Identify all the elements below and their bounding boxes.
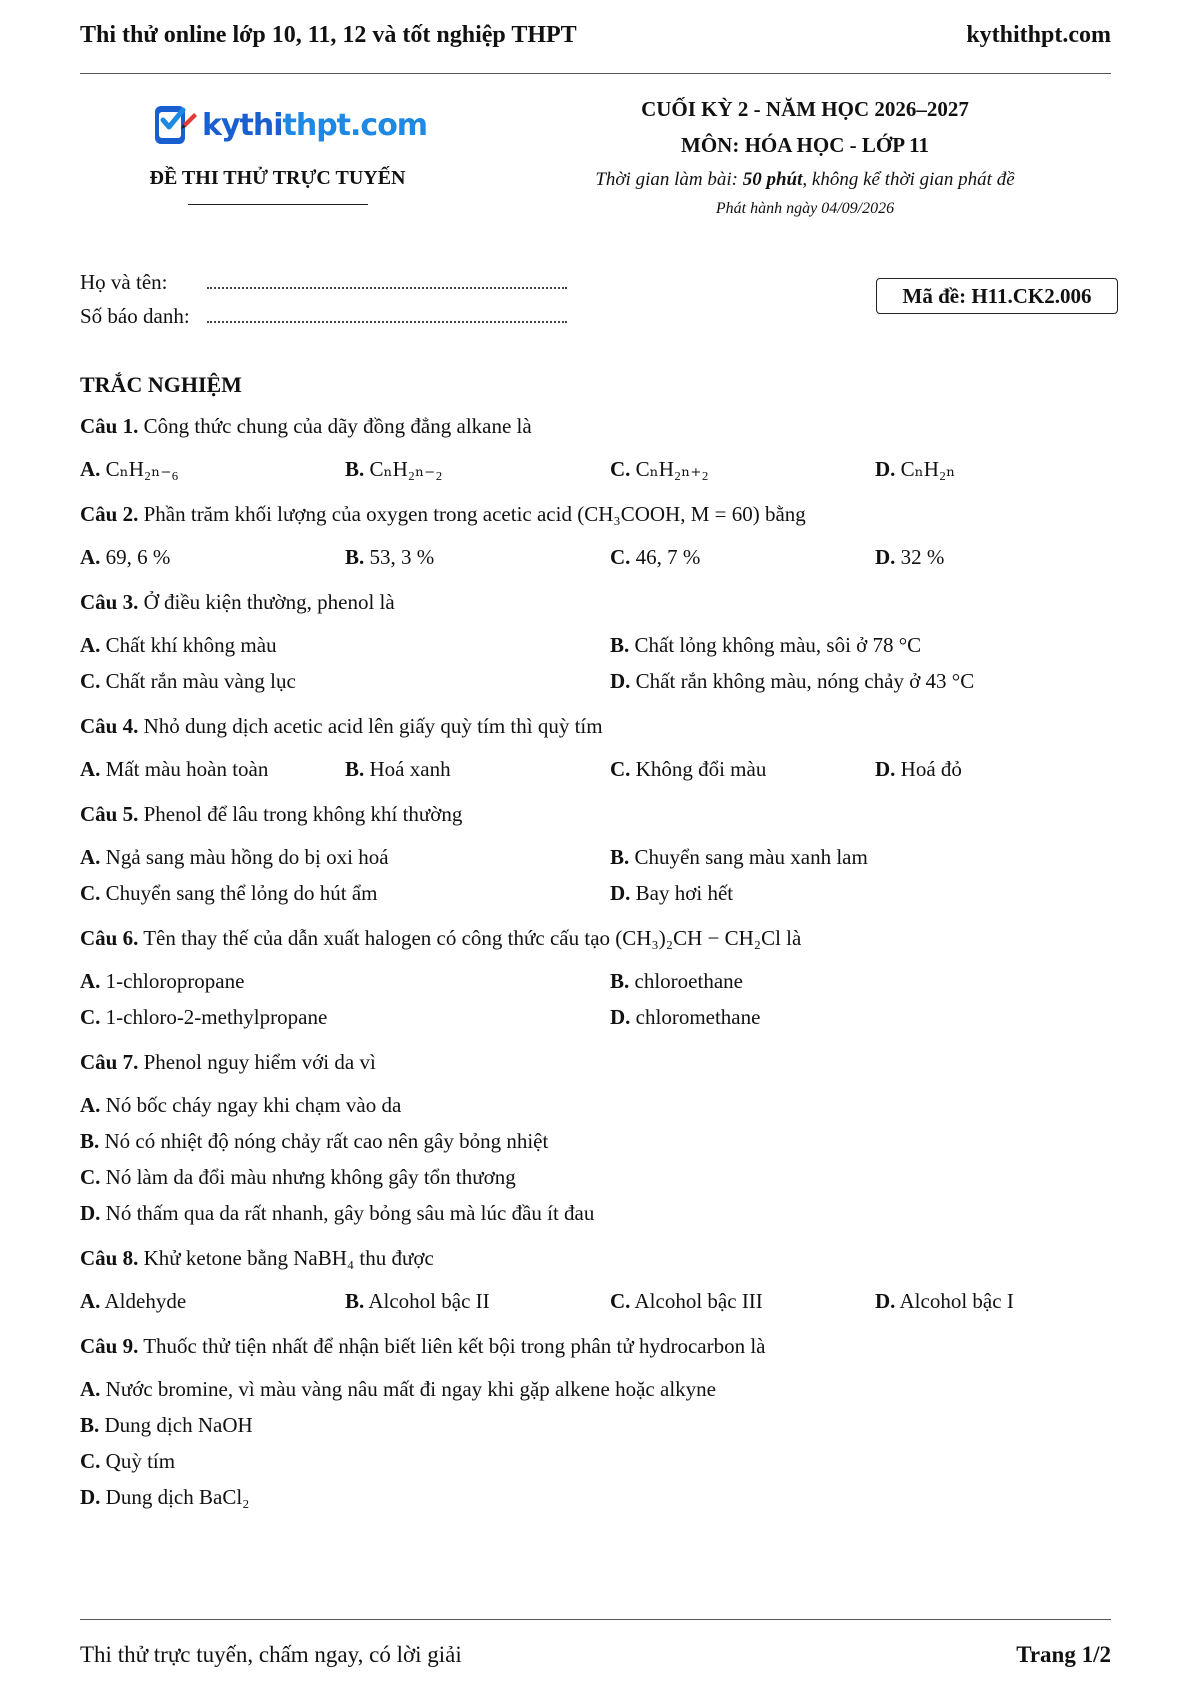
logo-suffix: thpt.com: [282, 107, 428, 143]
option-letter: D.: [80, 1485, 101, 1509]
option-d[interactable]: [875, 1286, 1120, 1317]
option-letter: A.: [80, 457, 101, 481]
option-letter: B.: [345, 1289, 365, 1313]
option-text: Mất màu hoàn toàn: [105, 757, 269, 781]
option-b[interactable]: [345, 454, 610, 485]
option-letter: C.: [610, 545, 631, 569]
option-text: CₙH₂ₙ₊₂: [635, 457, 709, 481]
option-text: chloromethane: [635, 1005, 761, 1029]
option-text: Chuyển sang màu xanh lam: [634, 845, 868, 869]
option-letter: D.: [875, 757, 896, 781]
option-text: Nó làm da đổi màu nhưng không gây tổn thương: [105, 1165, 516, 1189]
option-c[interactable]: [80, 666, 610, 697]
option-text: Dung dịch BaCl₂: [105, 1485, 250, 1509]
question-text: Ở điều kiện thường, phenol là: [143, 590, 395, 614]
option-b[interactable]: [80, 1410, 1120, 1441]
option-letter: D.: [875, 545, 896, 569]
option-letter: D.: [610, 1005, 631, 1029]
option-a[interactable]: [80, 842, 610, 873]
question-7: [80, 1047, 1120, 1077]
option-b[interactable]: [610, 842, 1120, 873]
exam-duration: [555, 169, 1055, 191]
option-text: Chuyển sang thể lỏng do hút ẩm: [105, 881, 378, 905]
options-8: [80, 1286, 1120, 1317]
option-letter: B.: [345, 545, 365, 569]
option-letter: A.: [80, 1377, 101, 1401]
duration-suffix: , không kể thời gian phát đề: [802, 169, 1015, 190]
duration-value: 50 phút: [742, 169, 803, 190]
option-text: 69, 6 %: [105, 545, 171, 569]
option-c[interactable]: [610, 754, 875, 785]
options-5: [80, 842, 1120, 909]
option-text: 1-chloro-2-methylpropane: [105, 1005, 328, 1029]
option-text: Nó thấm qua da rất nhanh, gây bỏng sâu mà lúc đầu ít đau: [105, 1201, 595, 1225]
option-c[interactable]: [80, 1002, 610, 1033]
option-text: Không đổi màu: [635, 757, 767, 781]
option-a[interactable]: [80, 630, 610, 661]
option-a[interactable]: [80, 966, 610, 997]
option-a[interactable]: [80, 754, 345, 785]
options-1: [80, 454, 1120, 485]
question-number: Câu 1.: [80, 414, 139, 438]
option-c[interactable]: [80, 1446, 1120, 1477]
option-text: chloroethane: [634, 969, 743, 993]
id-dotted-line[interactable]: [207, 307, 567, 323]
options-2: [80, 542, 1120, 573]
option-text: Chất lỏng không màu, sôi ở 78 °C: [634, 633, 922, 657]
question-text: Thuốc thử tiện nhất để nhận biết liên kết bội trong phân tử hydrocarbon là: [143, 1334, 766, 1358]
option-b[interactable]: [80, 1126, 1120, 1157]
option-b[interactable]: [345, 754, 610, 785]
option-letter: B.: [610, 845, 630, 869]
option-letter: D.: [875, 457, 896, 481]
question-text: Phenol để lâu trong không khí thường: [143, 802, 463, 826]
release-date: Phát hành ngày 04/09/2026: [715, 200, 895, 217]
option-c[interactable]: [610, 454, 875, 485]
option-letter: C.: [80, 1005, 101, 1029]
logo-mark-icon: [150, 100, 200, 150]
option-d[interactable]: [875, 542, 1120, 573]
option-letter: D.: [610, 669, 631, 693]
option-letter: C.: [610, 757, 631, 781]
question-number: Câu 9.: [80, 1334, 139, 1358]
option-letter: B.: [345, 757, 365, 781]
option-text: CₙH₂ₙ₋₆: [105, 457, 179, 481]
footer-tagline: Thi thử trực tuyến, chấm ngay, có lời giải: [80, 1642, 462, 1667]
footer-divider: [80, 1619, 1111, 1620]
option-letter: C.: [610, 457, 631, 481]
option-text: 46, 7 %: [635, 545, 701, 569]
option-a[interactable]: [80, 1374, 1120, 1405]
option-text: Chất khí không màu: [105, 633, 277, 657]
option-letter: D.: [80, 1201, 101, 1225]
option-text: Ngả sang màu hồng do bị oxi hoá: [105, 845, 389, 869]
option-text: 1-chloropropane: [105, 969, 245, 993]
page-header: [80, 22, 1111, 49]
header-site-link[interactable]: kythithpt.com: [966, 22, 1111, 48]
name-label: Họ và tên:: [80, 270, 168, 294]
option-text: Hoá đỏ: [900, 757, 962, 781]
option-c[interactable]: [80, 1162, 1120, 1193]
option-b[interactable]: [610, 630, 1120, 661]
question-text: Phần trăm khối lượng của oxygen trong acetic acid (CH₃COOH, M = 60) bằng: [143, 502, 806, 526]
option-letter: B.: [610, 633, 630, 657]
option-text: Alcohol bậc II: [368, 1289, 490, 1313]
option-d[interactable]: [80, 1198, 1120, 1229]
name-dotted-line[interactable]: [207, 273, 567, 289]
header-divider: [80, 73, 1111, 74]
exam-type-subtitle: ĐỀ THI THỬ TRỰC TUYẾN: [149, 167, 406, 189]
option-c[interactable]: [80, 878, 610, 909]
exam-info: [555, 97, 1055, 218]
option-text: Chất rắn không màu, nóng chảy ở 43 °C: [635, 669, 975, 693]
exam-term: CUỐI KỲ 2 - NĂM HỌC 2026–2027: [641, 97, 969, 121]
question-number: Câu 7.: [80, 1050, 139, 1074]
option-text: Alcohol bậc I: [899, 1289, 1014, 1313]
option-text: Nó có nhiệt độ nóng chảy rất cao nên gây bỏng nhiệt: [104, 1129, 549, 1153]
question-number: Câu 2.: [80, 502, 139, 526]
question-text: Phenol nguy hiểm với da vì: [143, 1050, 376, 1074]
question-9: [80, 1331, 1120, 1361]
option-a[interactable]: [80, 542, 345, 573]
option-text: Nó bốc cháy ngay khi chạm vào da: [105, 1093, 402, 1117]
question-number: Câu 3.: [80, 590, 139, 614]
option-text: Alcohol bậc III: [634, 1289, 763, 1313]
option-text: Dung dịch NaOH: [104, 1413, 253, 1437]
option-letter: B.: [80, 1129, 100, 1153]
option-letter: C.: [610, 1289, 631, 1313]
option-text: Bay hơi hết: [635, 881, 734, 905]
student-fields: [80, 265, 567, 333]
option-letter: A.: [80, 1093, 101, 1117]
option-letter: A.: [80, 757, 101, 781]
header-left-text: Thi thử online lớp 10, 11, 12 và tốt nghiệp THPT: [80, 22, 577, 48]
options-4: [80, 754, 1120, 785]
option-letter: D.: [875, 1289, 896, 1313]
question-8: [80, 1243, 1120, 1273]
question-6: [80, 923, 1120, 953]
question-text: Tên thay thế của dẫn xuất halogen có công thức cấu tạo (CH₃)₂CH − CH₂Cl là: [143, 926, 802, 950]
option-d[interactable]: [610, 878, 1120, 909]
page-footer: [80, 1642, 1111, 1668]
logo-text: [202, 108, 427, 143]
option-d[interactable]: [610, 1002, 1120, 1033]
option-d[interactable]: [610, 666, 1120, 697]
option-text: Aldehyde: [104, 1289, 187, 1313]
option-c[interactable]: [610, 1286, 875, 1317]
option-d[interactable]: [875, 754, 1120, 785]
brand-logo: [150, 100, 427, 150]
question-number: Câu 4.: [80, 714, 139, 738]
question-2: [80, 499, 1120, 529]
option-letter: C.: [80, 669, 101, 693]
option-a[interactable]: [80, 454, 345, 485]
options-6: [80, 966, 1120, 1033]
question-3: [80, 587, 1120, 617]
question-text: Công thức chung của dãy đồng đẳng alkane là: [143, 414, 532, 438]
option-letter: C.: [80, 1165, 101, 1189]
option-letter: A.: [80, 545, 101, 569]
option-letter: A.: [80, 969, 101, 993]
option-b[interactable]: [345, 542, 610, 573]
logo-name: kythi: [202, 107, 283, 143]
id-label: Số báo danh:: [80, 304, 190, 328]
question-1: [80, 411, 1120, 441]
option-b[interactable]: [345, 1286, 610, 1317]
question-number: Câu 8.: [80, 1246, 139, 1270]
option-text: CₙH₂ₙ₋₂: [369, 457, 443, 481]
options-3: [80, 630, 1120, 697]
option-a[interactable]: [80, 1090, 1120, 1121]
option-d[interactable]: [80, 1482, 1120, 1513]
name-field[interactable]: [80, 265, 567, 299]
option-letter: C.: [80, 1449, 101, 1473]
option-letter: A.: [80, 1289, 101, 1313]
page-number: Trang 1/2: [1016, 1642, 1111, 1667]
option-text: Chất rắn màu vàng lục: [105, 669, 296, 693]
section-title: TRẮC NGHIỆM: [80, 372, 242, 397]
option-text: Hoá xanh: [369, 757, 451, 781]
option-letter: B.: [345, 457, 365, 481]
option-text: CₙH₂ₙ: [900, 457, 956, 481]
option-text: Quỳ tím: [105, 1449, 176, 1473]
option-c[interactable]: [610, 542, 875, 573]
exam-subject: MÔN: HÓA HỌC - LỚP 11: [681, 133, 929, 157]
options-7: [80, 1090, 1120, 1229]
option-b[interactable]: [610, 966, 1120, 997]
option-letter: A.: [80, 633, 101, 657]
options-9: [80, 1374, 1120, 1513]
duration-prefix: Thời gian làm bài:: [595, 169, 743, 190]
question-number: Câu 5.: [80, 802, 139, 826]
exam-code-box: Mã đề: H11.CK2.006: [876, 278, 1118, 314]
question-text: Nhỏ dung dịch acetic acid lên giấy quỳ tím thì quỳ tím: [143, 714, 603, 738]
option-text: Nước bromine, vì màu vàng nâu mất đi ngay khi gặp alkene hoặc alkyne: [105, 1377, 716, 1401]
option-letter: B.: [80, 1413, 100, 1437]
option-d[interactable]: [875, 454, 1120, 485]
option-letter: B.: [610, 969, 630, 993]
option-text: 32 %: [900, 545, 945, 569]
option-letter: C.: [80, 881, 101, 905]
question-5: [80, 799, 1120, 829]
question-number: Câu 6.: [80, 926, 139, 950]
question-4: [80, 711, 1120, 741]
questions-list: [80, 411, 1120, 1527]
question-text: Khử ketone bằng NaBH₄ thu được: [143, 1246, 434, 1270]
option-letter: D.: [610, 881, 631, 905]
id-field[interactable]: [80, 299, 567, 333]
option-text: 53, 3 %: [369, 545, 435, 569]
option-a[interactable]: [80, 1286, 345, 1317]
option-letter: A.: [80, 845, 101, 869]
subtitle-underline: [188, 204, 368, 205]
